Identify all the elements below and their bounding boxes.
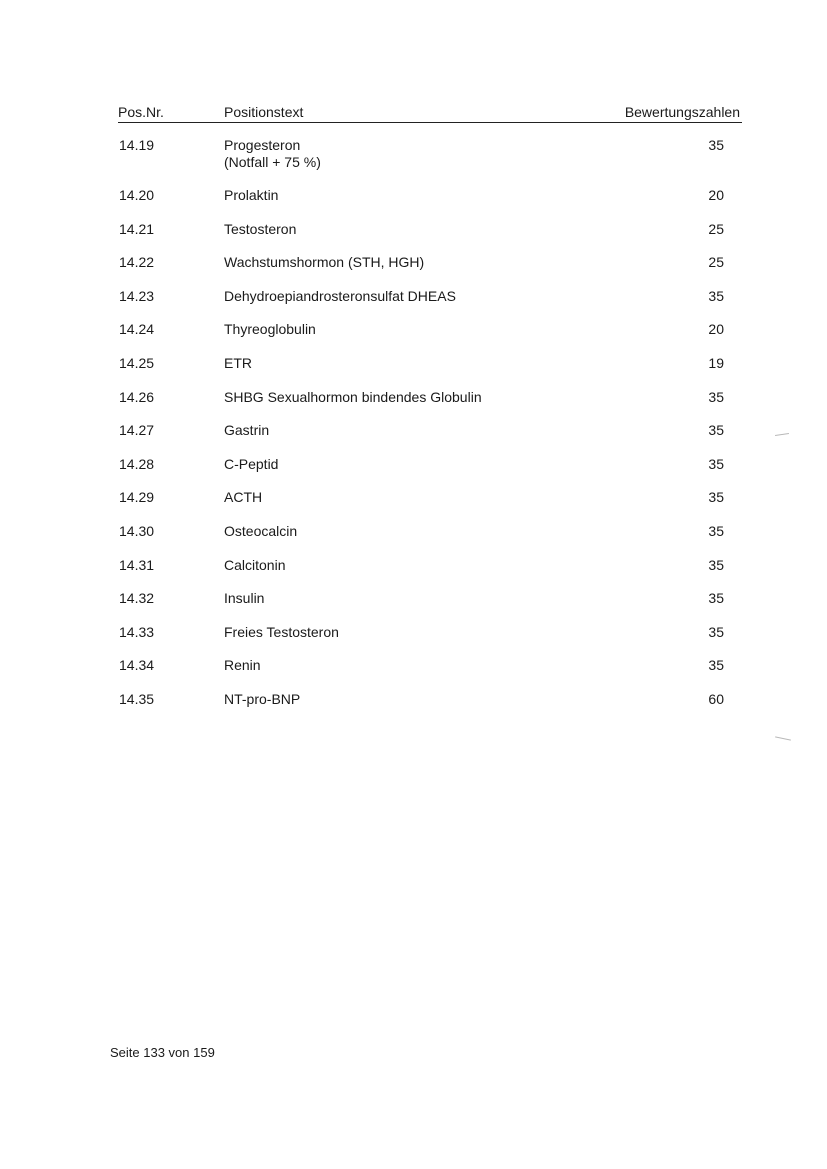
row-text: SHBG Sexualhormon bindendes Globulin [224,388,482,405]
row-score: 35 [708,556,724,573]
table-row [118,590,738,624]
table-row [118,137,738,187]
table-row [118,254,738,288]
row-pos: 14.35 [119,690,155,707]
row-text: Thyreoglobulin [224,321,316,338]
row-text: Dehydroepiandrosteronsulfat DHEAS [224,287,456,304]
row-pos: 14.30 [119,522,155,539]
row-score: 60 [708,690,724,707]
row-score: 35 [708,388,724,405]
row-pos: 14.24 [119,321,155,338]
table-row [118,624,738,658]
table-row [118,422,738,456]
row-text-sub: (Notfall + 75 %) [224,154,321,170]
row-pos: 14.26 [119,388,155,405]
row-text: ACTH [224,489,263,506]
row-pos: 14.23 [119,287,155,304]
row-pos: 14.21 [119,220,155,237]
row-pos: 14.31 [119,556,155,573]
row-pos: 14.29 [119,489,155,506]
row-pos: 14.28 [119,455,155,472]
row-score: 35 [708,287,724,304]
table-row [118,221,738,255]
table-row [118,523,738,557]
row-score: 35 [708,590,724,607]
table-row [118,288,738,322]
row-text-main: Progesteron [224,137,301,153]
row-pos: 14.22 [119,254,155,271]
row-text: Renin [224,657,261,674]
row-text: Osteocalcin [224,522,298,539]
table-row [118,691,738,725]
page-number-footer: Seite 133 von 159 [110,1045,215,1060]
row-score: 35 [708,623,724,640]
row-text: Gastrin [224,422,270,439]
row-score: 35 [708,489,724,506]
row-score: 35 [708,657,724,674]
row-text: NT-pro-BNP [224,690,301,707]
row-pos: 14.33 [119,623,155,640]
header-pos-nr: Pos.Nr. [118,104,164,120]
table-row [118,389,738,423]
row-text: Testosteron [224,220,297,237]
row-pos: 14.32 [119,590,155,607]
row-text: Insulin [224,590,265,607]
row-text: Calcitonin [224,556,286,573]
header-positionstext: Positionstext [224,104,304,120]
row-text: Prolaktin [224,187,279,203]
scan-artifact [775,736,791,740]
scan-artifact [775,433,789,436]
row-text [224,137,321,171]
row-score: 35 [708,522,724,539]
row-text: Freies Testosteron [224,623,339,640]
table-row [118,187,738,221]
row-pos: 14.34 [119,657,155,674]
row-score: 20 [708,187,724,203]
row-score: 19 [708,354,724,371]
row-score: 35 [708,455,724,472]
row-score: 20 [708,321,724,338]
row-score: 25 [708,220,724,237]
row-score: 25 [708,254,724,271]
row-pos: 14.27 [119,422,155,439]
header-bewertungszahlen: Bewertungszahlen [624,104,740,120]
table-row [118,456,738,490]
row-text: Wachstumshormon (STH, HGH) [224,254,425,271]
row-pos: 14.19 [119,137,155,153]
row-score: 35 [708,137,724,153]
table-row [118,355,738,389]
table-body [118,137,738,725]
table-row [118,321,738,355]
row-pos: 14.20 [119,187,155,203]
table-row [118,557,738,591]
table-header [118,104,742,123]
row-pos: 14.25 [119,354,155,371]
table-row [118,657,738,691]
row-text: C-Peptid [224,455,279,472]
table-row [118,489,738,523]
row-text: ETR [224,354,252,371]
row-score: 35 [708,422,724,439]
